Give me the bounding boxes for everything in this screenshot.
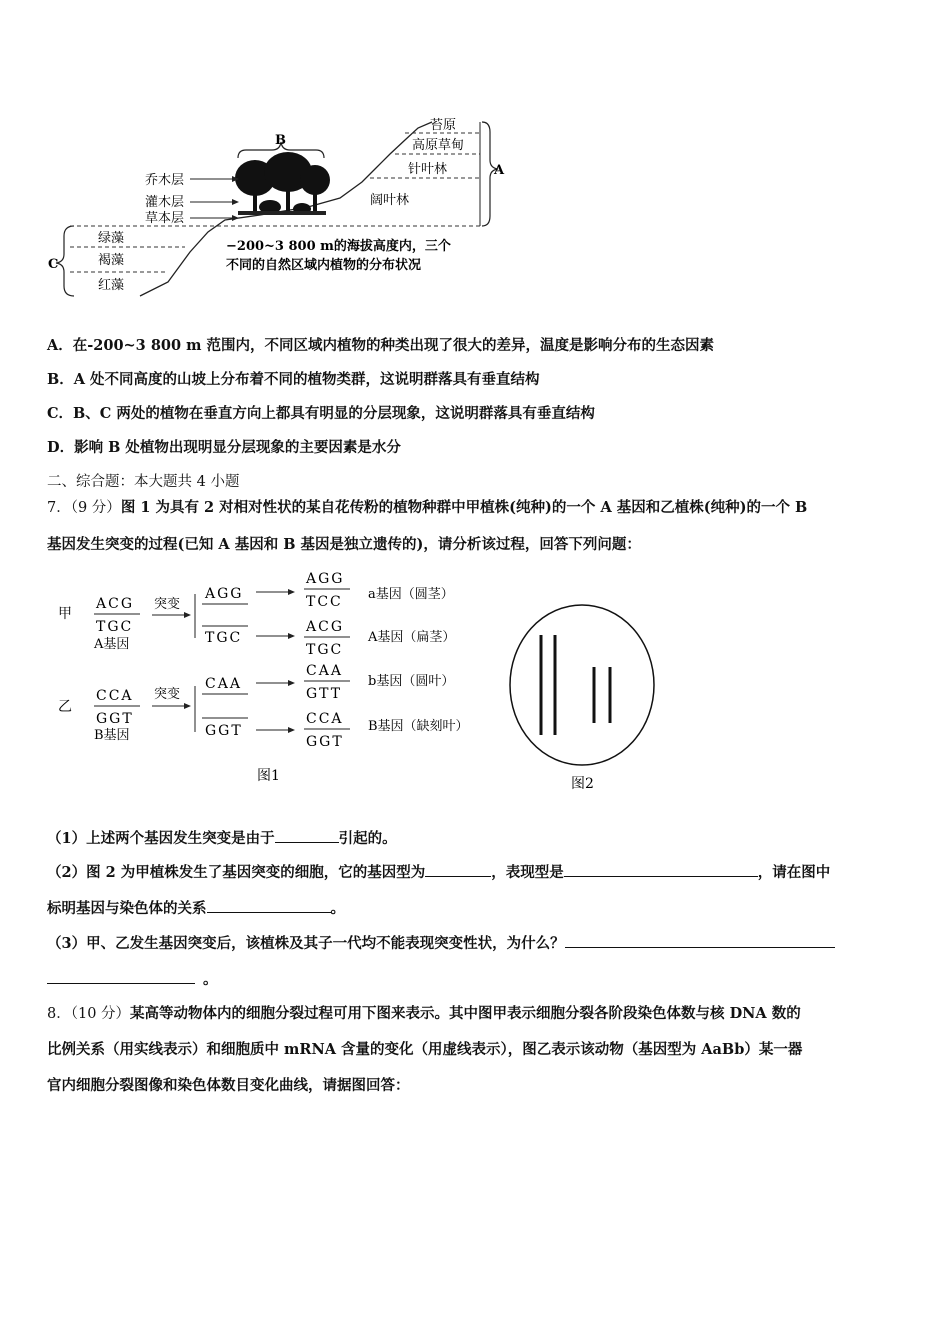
q8-number: 8．（10 分） <box>47 1006 131 1022</box>
layer-herb: 草本层 <box>145 211 185 226</box>
option-a: A．在-200~3 800 m 范围内，不同区域内植物的种类出现了很大的差异，温度是影响分布的生态因素 <box>47 337 715 354</box>
q7-sub3: （3）甲、乙发生基因突变后，该植株及其子一代均不能表现突变性状，为什么？ <box>47 933 835 954</box>
q7-sub1: （1）上述两个基因发生突变是由于 引起的。 <box>47 830 397 847</box>
label-yi: 乙 <box>58 699 72 715</box>
row2-top: ACG <box>306 619 345 635</box>
q7-sub3-cont: 。 <box>47 969 218 990</box>
yi-gene: B基因 <box>94 728 130 743</box>
algae-green: 绿藻 <box>98 231 125 246</box>
q7-sub2-cont: 标明基因与染色体的关系 。 <box>47 900 345 917</box>
algae-brown: 褐藻 <box>98 253 125 268</box>
q8-line2: 比例关系（用实线表示）和细胞质中 mRNA 含量的变化（用虚线表示），图乙表示该动物（基因型为 AaBb）某一器 <box>47 1041 803 1058</box>
q8-line3: 官内细胞分裂图像和染色体数目变化曲线，请据图回答： <box>47 1077 410 1094</box>
option-b: B．A 处不同高度的山坡上分布着不同的植物类群，这说明群落具有垂直结构 <box>47 371 540 388</box>
row3-bottom: GTT <box>306 686 343 702</box>
yi-bottom-strand: GGT <box>96 711 134 727</box>
row3-gene: b基因（圆叶） <box>368 674 455 689</box>
jia-mutation: 突变 <box>154 597 181 612</box>
q7-sub1-blank[interactable] <box>275 828 339 843</box>
layer-shrub: 灌木层 <box>145 195 185 210</box>
label-jia: 甲 <box>58 606 72 622</box>
zone-broadleaf: 阔叶林 <box>370 193 410 208</box>
option-c: C．B、C 两处的植物在垂直方向上都具有明显的分层现象，这说明群落具有垂直结构 <box>47 405 595 422</box>
section-title: 二、综合题：本大题共 4 小题 <box>47 474 240 490</box>
zone-conifer: 针叶林 <box>408 162 448 177</box>
zone-tundra: 苔原 <box>430 118 457 133</box>
q7-sub2-blank-genotype[interactable] <box>425 862 491 877</box>
label-b: B <box>275 133 286 148</box>
zone-meadow: 高原草甸 <box>412 138 465 153</box>
option-d: D．影响 B 处植物出现明显分层现象的主要因素是水分 <box>47 439 401 456</box>
row4-top: CCA <box>306 711 344 727</box>
q7-sub2-blank-phenotype[interactable] <box>564 862 758 877</box>
row4-gene: B基因（缺刻叶） <box>368 719 469 734</box>
figure-2-cell <box>505 595 665 795</box>
yi-mutation: 突变 <box>154 687 181 702</box>
q7-sub3-blank[interactable] <box>565 933 835 948</box>
algae-red: 红藻 <box>98 278 125 293</box>
jia-bottom-strand: TGC <box>96 619 134 635</box>
label-a: A <box>494 163 505 178</box>
q7-number: 7．（9 分） <box>47 500 121 516</box>
jia-top-strand: ACG <box>96 596 135 612</box>
vegetation-distribution-figure <box>40 112 510 302</box>
row2-bottom: TGC <box>306 642 344 658</box>
figure-caption-1: −200~3 800 m的海拔高度内，三个 <box>226 239 451 254</box>
label-c: C <box>48 257 59 272</box>
q7-sub2-blank-relation[interactable] <box>207 898 331 913</box>
row1-gene: a基因（圆茎） <box>368 587 454 602</box>
q7-line2: 基因发生突变的过程(已知 A 基因和 B 基因是独立遗传的)，请分析该过程，回答下列问题： <box>47 536 641 553</box>
yi-top-strand: CCA <box>96 688 134 704</box>
row2-gene: A基因（扁茎） <box>368 630 456 645</box>
q7-line1 <box>47 498 807 518</box>
q7-text1: 图 1 为具有 2 对相对性状的某自花传粉的植物种群中甲植株(纯种)的一个 A 基因和乙植株(纯种)的一个 B <box>120 499 808 516</box>
row3-single: CAA <box>205 676 242 692</box>
figure-caption-2: 不同的自然区域内植物的分布状况 <box>226 258 422 273</box>
tree-illustration <box>235 152 330 215</box>
figure-1-caption: 图1 <box>257 768 280 784</box>
row1-single: AGG <box>205 586 244 602</box>
q8-text1: 某高等动物体内的细胞分裂过程可用下图来表示。其中图甲表示细胞分裂各阶段染色体数与核 DNA 数的 <box>130 1005 801 1022</box>
brace-c <box>56 226 74 296</box>
row3-top: CAA <box>306 663 343 679</box>
row4-single: GGT <box>205 723 243 739</box>
figure-1-gene-mutation <box>52 568 502 788</box>
jia-gene: A基因 <box>94 637 130 652</box>
q8-line1 <box>47 1004 801 1024</box>
layer-tree: 乔木层 <box>145 173 185 188</box>
row2-single: TGC <box>205 630 243 646</box>
cell-outline <box>510 605 654 765</box>
row1-top: AGG <box>306 571 345 587</box>
q7-sub3-blank-2[interactable] <box>47 969 195 984</box>
figure-2-caption: 图2 <box>571 776 594 792</box>
row4-bottom: GGT <box>306 734 344 750</box>
q7-sub2: （2）图 2 为甲植株发生了基因突变的细胞，它的基因型为 ，表现型是 ，请在图中 <box>47 864 831 881</box>
row1-bottom: TCC <box>306 594 343 610</box>
